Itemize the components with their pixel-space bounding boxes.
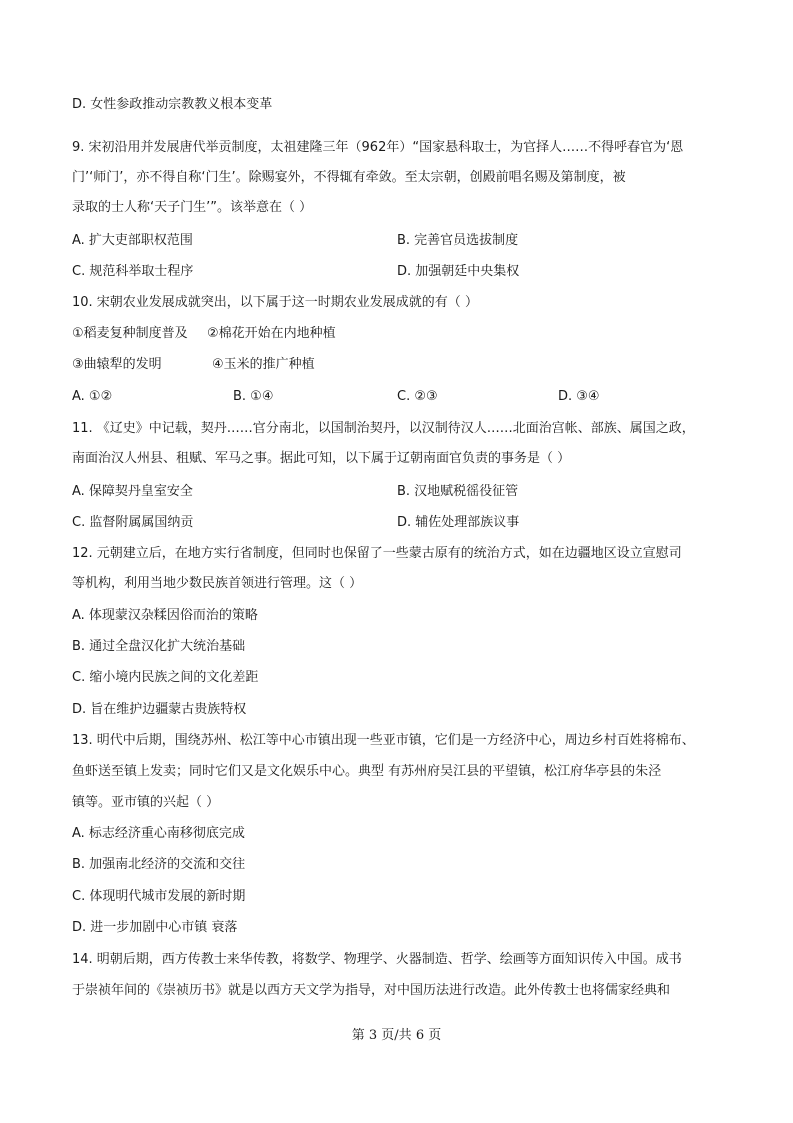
question-11-option-d: D. 辅佐处理部族议事	[397, 515, 520, 530]
question-11-option-c: C. 监督附属属国纳贡	[72, 515, 194, 530]
question-12-stem-line: 12. 元朝建立后，在地方实行省制度，但同时也保留了一些蒙古原有的统治方式，如在边疆地区设立宣慰司	[72, 546, 682, 561]
page-footer: 第 3 页/共 6 页	[351, 1028, 442, 1043]
question-11-option-b: B. 汉地赋税徭役征管	[397, 484, 519, 499]
question-10-option-a: A. ①②	[72, 389, 113, 404]
question-10-option-c: C. ②③	[397, 389, 438, 404]
question-10-item: ①稻麦复种制度普及	[72, 326, 188, 341]
question-10-item: ②棉花开始在内地种植	[207, 326, 336, 341]
question-14-stem-line: 14. 明朝后期，西方传教士来华传教，将数学、物理学、火器制造、哲学、绘画等方面知识传入中国。成书	[72, 952, 682, 967]
question-13-stem-line: 13. 明代中后期，围绕苏州、松江等中心市镇出现一些亚市镇，它们是一方经济中心，周边乡村百姓将棉布、	[72, 733, 695, 748]
question-12-option-c: C. 缩小境内民族之间的文化差距	[72, 670, 259, 685]
question-12-option-b: B. 通过全盘汉化扩大统治基础	[72, 639, 246, 654]
question-9-option-b: B. 完善官员选拔制度	[397, 233, 519, 248]
question-13-option-d: D. 进一步加剧中心市镇 衰落	[72, 920, 238, 935]
question-12-option-a: A. 体现蒙汉杂糅因俗而治的策略	[72, 608, 258, 623]
question-13-stem-line: 鱼虾送至镇上发卖；同时它们又是文化娱乐中心。典型 有苏州府吴江县的平望镇，松江府华亭县的朱泾	[72, 764, 662, 779]
question-9-option-c: C. 规范科举取士程序	[72, 264, 194, 279]
question-10-stem: 10. 宋朝农业发展成就突出，以下属于这一时期农业发展成就的有（ ）	[72, 295, 478, 310]
question-11-stem-line: 南面治汉人州县、租赋、军马之事。据此可知，以下属于辽朝南面官负责的事务是（ ）	[72, 451, 571, 466]
question-11-option-a: A. 保障契丹皇室安全	[72, 484, 193, 499]
question-13-option-a: A. 标志经济重心南移彻底完成	[72, 826, 245, 841]
question-11-stem-line: 11. 《辽史》中记载，契丹……官分南北，以国制治契丹，以汉制待汉人……北面治宫帐、部族、属国之政，	[72, 421, 695, 436]
question-10-item: ③曲辕犁的发明	[72, 357, 162, 372]
question-10-item: ④玉米的推广种植	[212, 357, 315, 372]
question-12-stem-line: 等机构，利用当地少数民族首领进行管理。这（ ）	[72, 576, 363, 591]
question-9-option-d: D. 加强朝廷中央集权	[397, 264, 520, 279]
question-13-option-c: C. 体现明代城市发展的新时期	[72, 889, 246, 904]
question-9-stem-line: 门’‘师门’，亦不得自称‘门生’。除赐宴外，不得辄有牵敛。至太宗朝，创殿前唱名赐及第制度，被	[72, 170, 626, 185]
question-14-stem-line: 于崇祯年间的《崇祯历书》就是以西方天文学为指导，对中国历法进行改造。此外传教士也将儒家经典和	[72, 983, 671, 998]
question-13-stem-line: 镇等。亚市镇的兴起（ ）	[72, 795, 220, 810]
question-9-option-a: A. 扩大吏部职权范围	[72, 233, 193, 248]
question-10-option-d: D. ③④	[558, 389, 600, 404]
question-13-option-b: B. 加强南北经济的交流和交往	[72, 857, 246, 872]
question-9-stem-line: 录取的士人称‘天子门生’”。该举意在（ ）	[72, 200, 313, 215]
question-10-option-b: B. ①④	[233, 389, 274, 404]
question-9-stem-line: 9. 宋初沿用并发展唐代举贡制度，太祖建隆三年（962年）“国家悬科取士，为官择人……不得呼春官为‘恩	[72, 140, 684, 155]
q8-option-d: D. 女性参政推动宗教教义根本变革	[72, 97, 273, 112]
question-12-option-d: D. 旨在维护边疆蒙古贵族特权	[72, 702, 247, 717]
